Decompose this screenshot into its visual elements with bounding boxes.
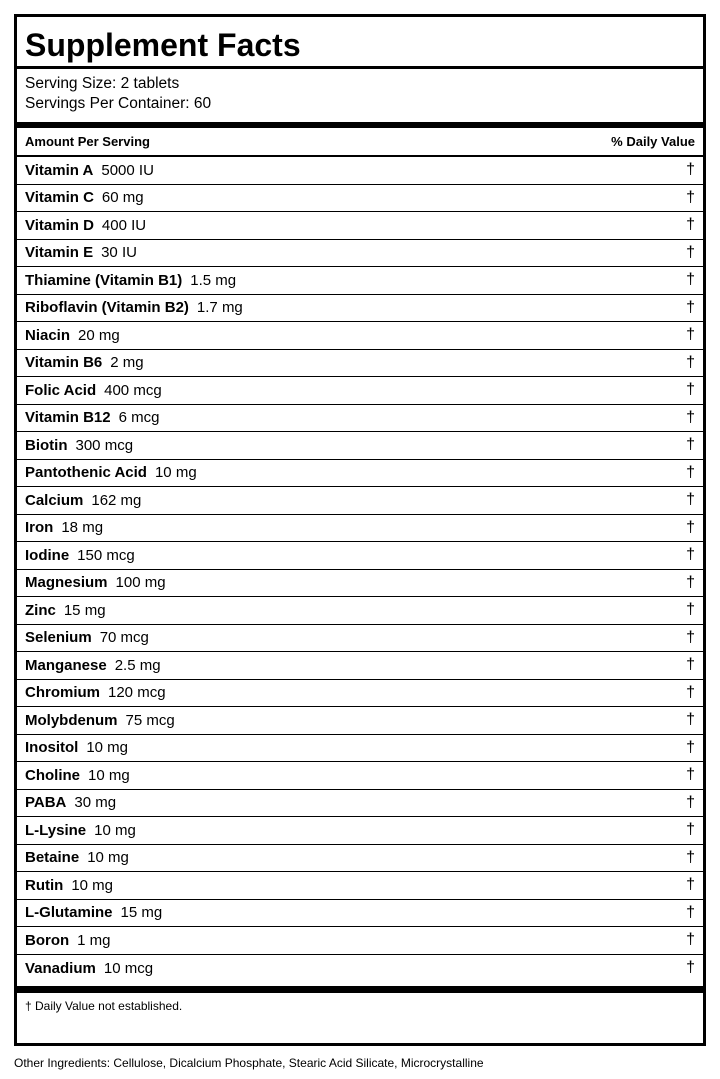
nutrient-label [25,849,129,866]
nutrient-label [25,602,106,619]
daily-value-dagger: † [686,216,695,234]
daily-value-dagger: † [686,298,695,316]
nutrient-label [25,712,175,729]
daily-value-dagger: † [686,738,695,756]
nutrient-name: Vanadium [25,959,96,977]
nutrient-label [25,684,166,701]
nutrient-row [17,295,703,323]
nutrient-row [17,872,703,900]
nutrient-amount: 120 mcg [108,684,166,702]
nutrient-row [17,515,703,543]
daily-value-dagger: † [686,848,695,866]
nutrient-row [17,377,703,405]
nutrient-row [17,157,703,185]
serving-info [17,69,703,122]
nutrient-name: Niacin [25,326,71,344]
daily-value-dagger: † [686,656,695,674]
daily-value-dagger: † [686,601,695,619]
nutrient-label [25,822,136,839]
nutrient-label [25,244,137,261]
nutrient-label [25,409,159,426]
nutrient-label [25,217,146,234]
nutrient-amount: 5000 IU [101,161,154,179]
daily-value-dagger: † [686,766,695,784]
nutrient-label [25,189,144,206]
daily-value-dagger: † [686,628,695,646]
nutrient-row [17,185,703,213]
nutrient-name: Selenium [25,629,92,647]
daily-value-dagger: † [686,821,695,839]
nutrient-name: Magnesium [25,574,108,592]
daily-value-dagger: † [686,903,695,921]
nutrient-name: L-Lysine [25,821,87,839]
nutrient-name: Vitamin D [25,216,94,234]
nutrient-name: Vitamin B6 [25,354,103,372]
daily-value-dagger: † [686,518,695,536]
daily-value-dagger: † [686,436,695,454]
nutrient-label [25,492,141,509]
nutrient-label [25,574,166,591]
daily-value-dagger: † [686,161,695,179]
nutrient-name: Manganese [25,656,107,674]
nutrient-label [25,162,154,179]
nutrient-name: Zinc [25,601,56,619]
daily-value-dagger: † [686,326,695,344]
panel-title: Supplement Facts [17,17,703,69]
nutrient-row [17,432,703,460]
daily-value-dagger: † [686,683,695,701]
nutrient-row [17,460,703,488]
nutrient-name: Thiamine (Vitamin B1) [25,271,183,289]
daily-value-dagger: † [686,959,695,977]
nutrient-amount: 2.5 mg [114,656,161,674]
nutrient-row [17,267,703,295]
nutrient-row [17,542,703,570]
nutrient-label [25,739,128,756]
nutrient-name: Biotin [25,436,68,454]
nutrient-amount: 20 mg [78,326,120,344]
nutrient-name: Rutin [25,876,64,894]
nutrient-row [17,240,703,268]
nutrient-row [17,735,703,763]
nutrient-amount: 10 mg [86,739,129,757]
nutrient-amount: 400 IU [101,216,147,234]
nutrient-label [25,327,120,344]
nutrient-amount: 400 mcg [104,381,162,399]
nutrient-name: Folic Acid [25,381,97,399]
nutrient-row [17,487,703,515]
daily-value-dagger: † [686,271,695,289]
nutrient-row [17,625,703,653]
amount-per-serving-label: Amount Per Serving [25,134,150,149]
nutrient-amount: 70 mcg [99,629,149,647]
nutrient-amount: 10 mg [94,821,136,839]
nutrient-row [17,212,703,240]
nutrient-label [25,354,144,371]
nutrient-name: Inositol [25,739,79,757]
nutrient-list [17,157,703,982]
nutrient-amount: 162 mg [91,491,142,509]
daily-value-dagger: † [686,463,695,481]
nutrient-row [17,790,703,818]
nutrient-amount: 10 mg [154,464,197,482]
nutrient-row [17,955,703,983]
column-header [17,128,703,157]
nutrient-amount: 10 mg [71,876,114,894]
nutrient-name: Calcium [25,491,84,509]
nutrient-amount: 1 mg [77,931,111,949]
nutrient-name: Choline [25,766,80,784]
daily-value-dagger: † [686,381,695,399]
nutrient-amount: 75 mcg [125,711,175,729]
nutrient-label [25,767,130,784]
nutrient-label [25,794,116,811]
nutrient-amount: 2 mg [110,354,144,372]
nutrient-amount: 15 mg [120,904,163,922]
nutrient-amount: 10 mcg [103,959,154,977]
nutrient-row [17,570,703,598]
nutrient-label [25,629,149,646]
other-ingredients: Other Ingredients: Cellulose, Dicalcium Phosphate, Stearic Acid Silicate, Microcrystalline [14,1056,484,1070]
nutrient-name: Molybdenum [25,711,118,729]
daily-value-label: % Daily Value [611,134,695,149]
nutrient-name: L-Glutamine [25,904,113,922]
nutrient-row [17,652,703,680]
nutrient-label [25,464,197,481]
serving-size: Serving Size: 2 tablets [25,75,180,92]
nutrient-name: Betaine [25,849,80,867]
nutrient-amount: 60 mg [101,189,144,207]
daily-value-dagger: † [686,931,695,949]
daily-value-dagger: † [686,546,695,564]
nutrient-label [25,960,153,977]
nutrient-row [17,845,703,873]
supplement-facts-panel [14,14,706,1046]
daily-value-dagger: † [686,243,695,261]
servings-per-container: Servings Per Container: 60 [25,95,212,112]
nutrient-amount: 150 mcg [77,546,135,564]
nutrient-amount: 6 mcg [118,409,160,427]
nutrient-name: Riboflavin (Vitamin B2) [25,299,189,317]
nutrient-name: Chromium [25,684,100,702]
nutrient-row [17,322,703,350]
nutrient-amount: 1.5 mg [190,271,237,289]
nutrient-row [17,707,703,735]
daily-value-dagger: † [686,793,695,811]
nutrient-row [17,350,703,378]
nutrient-name: Pantothenic Acid [25,464,147,482]
nutrient-amount: 1.7 mg [196,299,243,317]
nutrient-row [17,817,703,845]
nutrient-name: Iodine [25,546,70,564]
nutrient-row [17,927,703,955]
nutrient-amount: 15 mg [63,601,106,619]
nutrient-name: Vitamin E [25,244,94,262]
nutrient-row [17,680,703,708]
daily-value-dagger: † [686,408,695,426]
nutrient-name: Iron [25,519,54,537]
nutrient-label [25,299,243,316]
nutrient-label [25,904,162,921]
nutrient-amount: 300 mcg [75,436,134,454]
nutrient-row [17,597,703,625]
nutrient-name: Boron [25,931,70,949]
nutrient-name: Vitamin C [25,189,94,207]
nutrient-name: Vitamin B12 [25,409,111,427]
nutrient-amount: 18 mg [61,519,104,537]
nutrient-label [25,932,111,949]
nutrient-name: Vitamin A [25,161,94,179]
daily-value-dagger: † [686,711,695,729]
footnote: † Daily Value not established. [25,999,183,1013]
nutrient-amount: 30 IU [101,244,137,262]
daily-value-dagger: † [686,573,695,591]
nutrient-row [17,405,703,433]
nutrient-label [25,657,161,674]
nutrient-amount: 30 mg [74,794,117,812]
nutrient-amount: 10 mg [87,849,129,867]
nutrient-label [25,519,103,536]
nutrient-label [25,382,162,399]
daily-value-dagger: † [686,188,695,206]
daily-value-dagger: † [686,353,695,371]
nutrient-amount: 10 mg [88,766,130,784]
nutrient-label [25,547,135,564]
nutrient-name: PABA [25,794,67,812]
daily-value-dagger: † [686,491,695,509]
nutrient-row [17,762,703,790]
footer-divider [17,986,703,993]
nutrient-row [17,900,703,928]
nutrient-label [25,437,133,454]
nutrient-label [25,877,113,894]
nutrient-label [25,272,236,289]
daily-value-dagger: † [686,876,695,894]
nutrient-amount: 100 mg [115,574,166,592]
